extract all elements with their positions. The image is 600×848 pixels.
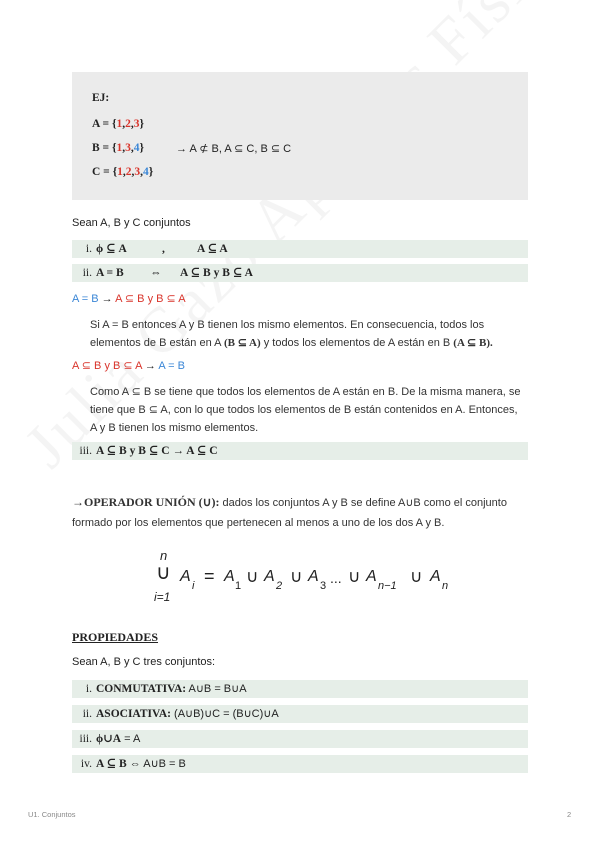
example-title: EJ: xyxy=(92,92,110,104)
intro-text: Sean A, B y C conjuntos xyxy=(72,217,191,229)
explanation-1: Si A = B entonces A y B tienen los mismo elementos. En consecuencia, todos los elementos de B están en A (B ⊆ A) y todos los elementos de A están en B (A ⊆ B). xyxy=(90,319,493,349)
page-number: 2 xyxy=(567,810,572,819)
set-relation: → A ⊄ B, A ⊆ C, B ⊆ C xyxy=(176,143,292,155)
union-definition: →OPERADOR UNIÓN (∪): dados los conjuntos A y B se define A∪B como el conjunto formado por los elementos que pertenecen al menos a uno de los dos A y B. xyxy=(72,495,507,529)
property-row: iv. A ⊆ B ⇔ A∪B = B xyxy=(72,755,528,773)
property-row: iii. ϕ∪A = A xyxy=(72,730,528,748)
set-c: C = {1,2,3,4} xyxy=(92,166,154,178)
set-a: A = {1,2,3} xyxy=(92,118,145,130)
item-row: i. ϕ ⊆ A , A ⊆ A xyxy=(72,240,528,258)
property-row: i. CONMUTATIVA: A∪B = B∪A xyxy=(72,680,528,698)
example-box xyxy=(72,72,528,200)
set-b: B = {1,3,4} xyxy=(92,142,145,154)
implication-1: A = B → A ⊆ B y B ⊆ A xyxy=(72,293,186,305)
property-row: ii. ASOCIATIVA: (A∪B)∪C = (B∪C)∪A xyxy=(72,705,528,723)
properties-intro: Sean A, B y C tres conjuntos: xyxy=(72,656,216,668)
implication-2: A ⊆ B y B ⊆ A → A = B xyxy=(72,360,185,372)
item-row: ii. A = B ⇔ A ⊆ B y B ⊆ A xyxy=(72,264,528,282)
explanation-2: Como A ⊆ B se tiene que todos los elementos de A están en B. De la misma manera, se tiene que B ⊆ A, con lo que todos los elementos de B están contenidos en A. Entonces, A y B tienen los mismo elementos. xyxy=(90,386,521,434)
footer-section: U1. Conjuntos xyxy=(28,810,76,819)
properties-heading: PROPIEDADES xyxy=(72,630,159,644)
item-row: iii. A ⊆ B y B ⊆ C → A ⊆ C xyxy=(72,442,528,460)
union-formula: n ∪ i=1 A i = A 1 ∪ A 2 ∪ A 3 ... ∪ A n−1 ∪ A n xyxy=(154,548,449,604)
